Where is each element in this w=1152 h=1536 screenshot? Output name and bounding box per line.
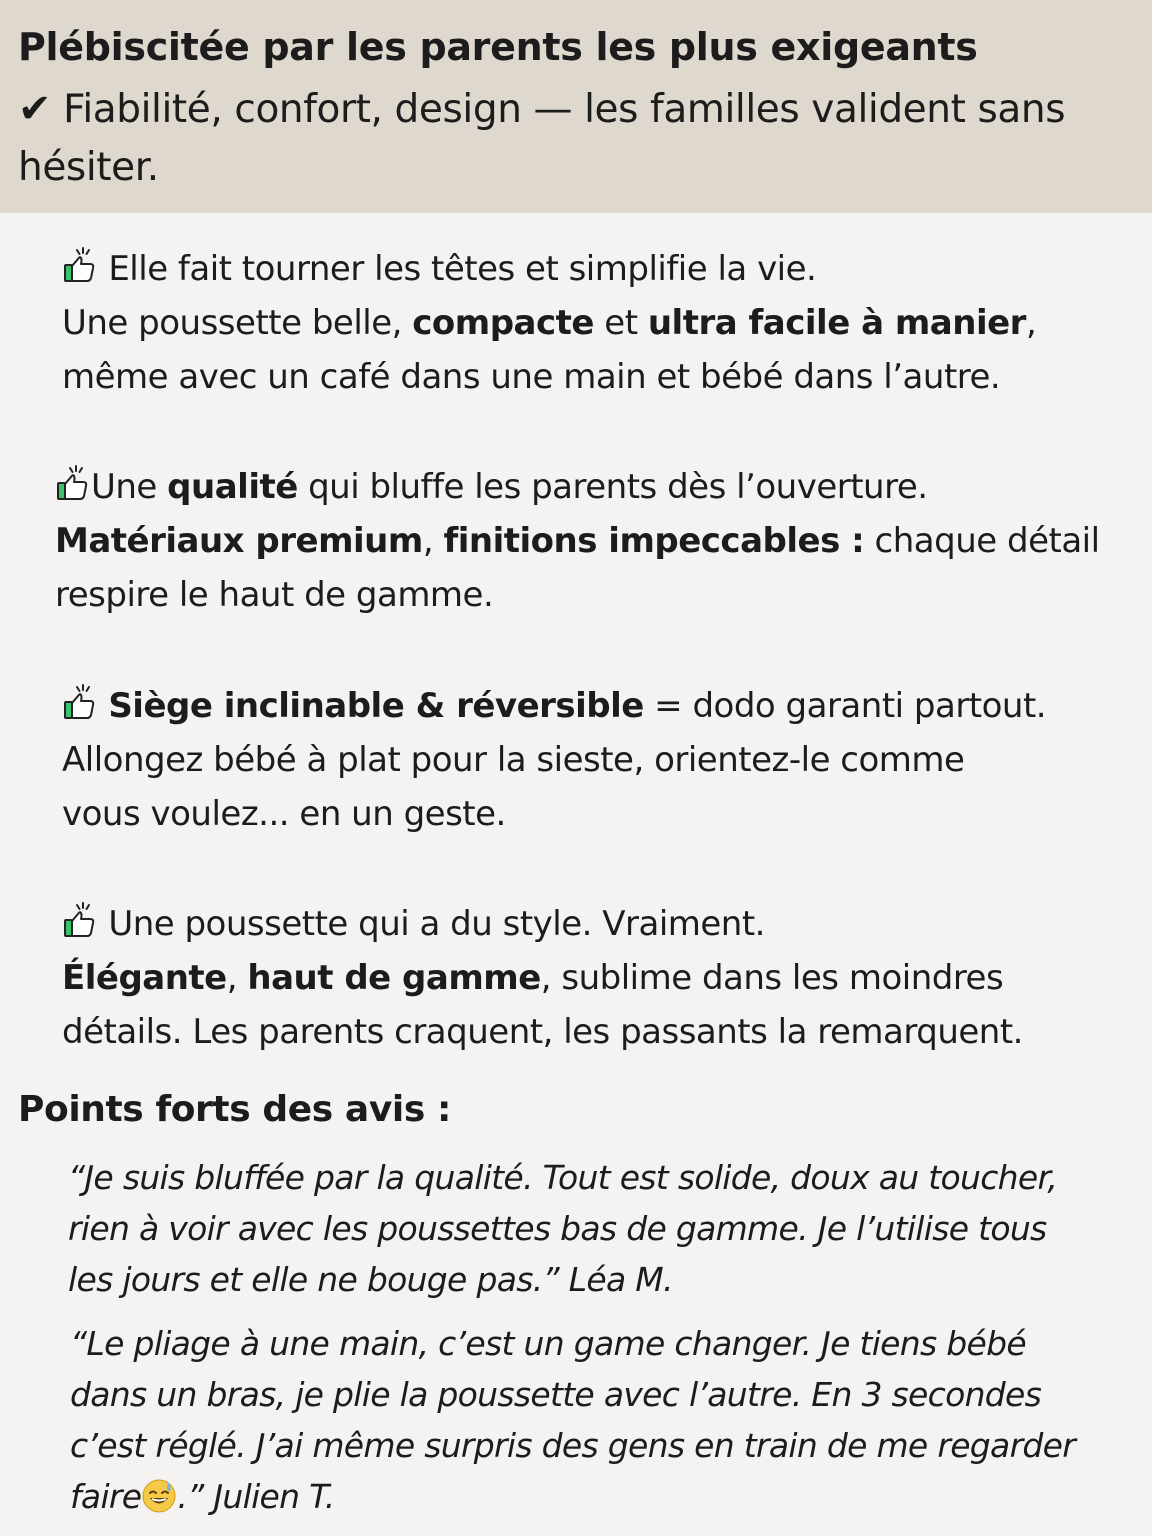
review-quote [70,1318,1075,1522]
feature-bold-text: finitions impeccables : [443,521,865,561]
feature-line: détails. Les parents craquent, les passants la remarquent. [62,1012,1023,1052]
feature-line [55,514,1100,568]
reviews-title: Points forts des avis : [18,1089,451,1130]
feature-text: et [593,303,648,343]
feature-text: , [226,958,248,998]
feature-line [62,951,1023,1005]
feature-text: qui bluffe les parents dès l’ouverture. [297,467,928,507]
feature-text: Une [91,467,168,507]
feature-bold-text: Matériaux premium [55,521,423,561]
feature-item [55,460,1100,622]
feature-bold-text: Siège inclinable & réversible [108,686,644,726]
thumbs-up-icon [62,683,98,721]
review-line: rien à voir avec les poussettes bas de gamme. Je l’utilise tous [68,1209,1047,1248]
feature-text: Une poussette belle, [62,303,413,343]
feature-item [62,242,1036,404]
thumbs-up-icon [62,246,98,284]
feature-line [55,460,1100,514]
feature-line: Allongez bébé à plat pour la sieste, orientez-le comme [62,740,965,780]
feature-line [62,242,1036,296]
review-line: les jours et elle ne bouge pas.” Léa M. [68,1260,673,1299]
feature-text: , [422,521,444,561]
feature-text: , sublime dans les moindres [540,958,1004,998]
review-line: “Je suis bluffée par la qualité. Tout est solide, doux au toucher, [68,1158,1058,1197]
feature-bold-text: haut de gamme [247,958,541,998]
review-line: dans un bras, je plie la poussette avec l’autre. En 3 secondes [70,1375,1042,1414]
review-text: .” Julien T. [177,1477,335,1516]
thumbs-up-icon [62,901,98,939]
check-icon: ✔ [18,86,52,132]
feature-line: respire le haut de gamme. [55,575,494,615]
feature-bold-text: ultra facile à manier [647,303,1026,343]
feature-headline: Une poussette qui a du style. Vraiment. [108,904,765,944]
header-subtitle [18,80,1118,197]
feature-bold-text: Élégante [62,958,227,998]
feature-line [62,296,1036,350]
review-quote [68,1152,1057,1305]
feature-line [62,897,1023,951]
feature-line: même avec un café dans une main et bébé dans l’autre. [62,357,1001,397]
feature-line [62,679,1046,733]
feature-bold-text: qualité [167,467,298,507]
feature-item [62,679,1046,841]
feature-item [62,897,1023,1059]
header-banner [0,0,1152,213]
feature-bold-text: compacte [412,303,594,343]
header-subtitle-text: Fiabilité, confort, design — les familles valident sans hésiter. [18,87,1066,190]
feature-text: chaque détail [864,521,1100,561]
feature-text: = dodo garanti partout. [643,686,1047,726]
thumbs-up-icon [55,464,91,502]
feature-line: vous voulez... en un geste. [62,794,506,834]
review-line: “Le pliage à une main, c’est un game changer. Je tiens bébé [70,1324,1026,1363]
review-line: c’est réglé. J’ai même surpris des gens en train de me regarder [70,1426,1076,1465]
sweat-smile-emoji-icon [141,1478,177,1514]
review-line [70,1471,1075,1522]
page-title: Plébiscitée par les parents les plus exigeants [18,25,978,69]
review-text: faire [70,1477,142,1516]
feature-headline: Elle fait tourner les têtes et simplifie la vie. [108,249,817,289]
feature-text: , [1025,303,1037,343]
